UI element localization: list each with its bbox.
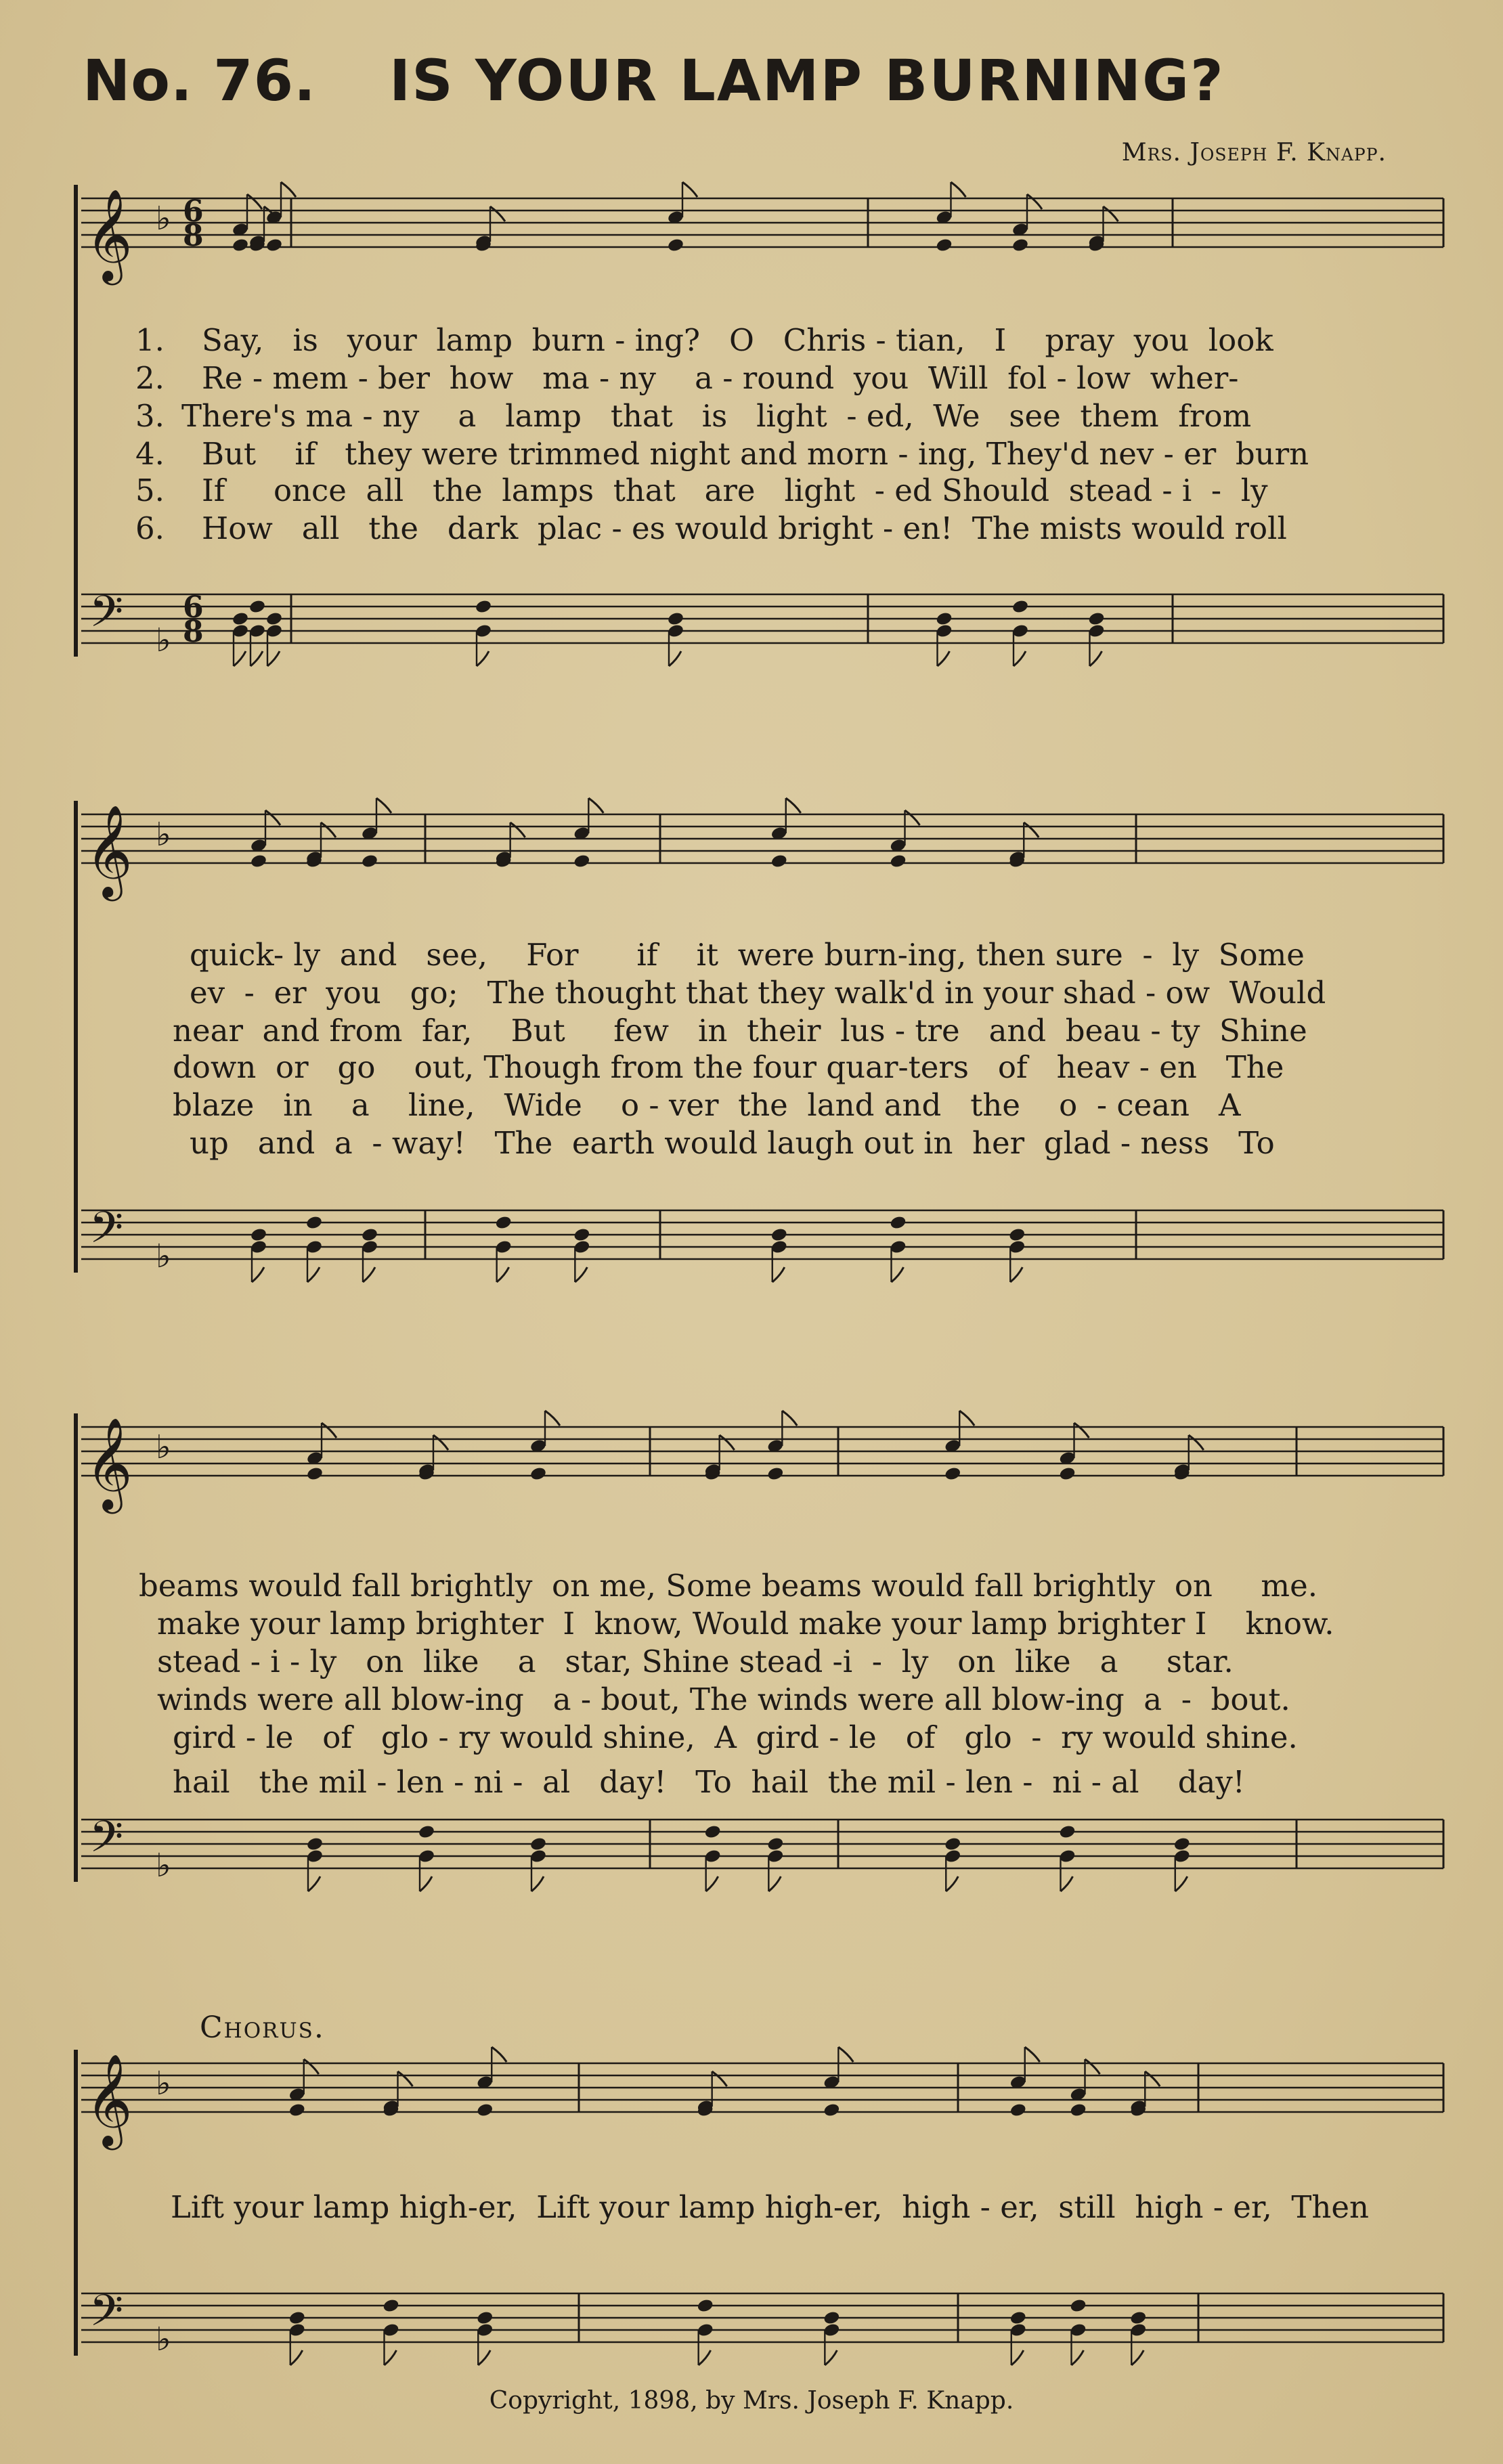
note-head: [944, 1466, 961, 1482]
note-flag: [477, 651, 489, 666]
note-flag: [1010, 1267, 1022, 1282]
note-flag: [252, 1267, 264, 1282]
note-flag: [234, 651, 246, 666]
note-flag: [290, 2350, 303, 2365]
note-flag: [838, 2047, 853, 2062]
note-flag: [825, 2350, 837, 2365]
note-flag: [699, 2350, 711, 2365]
note-head: [476, 2103, 494, 2118]
note-head: [1011, 599, 1029, 615]
verse-number: 1.: [135, 322, 165, 358]
bass-clef-icon: 𝄢: [89, 587, 124, 648]
note-flag: [321, 822, 336, 837]
note-flag: [247, 194, 262, 209]
lyric-line: near and from far, But few in their lus - tre and beau - ty Shine: [173, 1013, 1307, 1049]
lyric-line: blaze in a line, Wide o - ver the land and the o - cean A: [173, 1087, 1241, 1123]
note-head: [697, 2298, 714, 2314]
note-head: [667, 238, 684, 253]
note-head: [529, 1466, 547, 1482]
note-flag: [492, 2047, 506, 2062]
note-flag: [892, 1267, 904, 1282]
author-credit: Mrs. Joseph F. Knapp.: [1121, 139, 1387, 167]
note-flag: [420, 1876, 432, 1891]
note-head: [889, 854, 907, 869]
note-head: [265, 238, 283, 253]
note-flag: [363, 1267, 375, 1282]
verse-number: 3.: [135, 398, 165, 434]
lyric-line: beams would fall brightly on me, Some beams would fall brightly on me.: [139, 1568, 1318, 1604]
note-head: [306, 1836, 324, 1852]
note-flag: [786, 798, 801, 813]
note-flag: [308, 1876, 320, 1891]
verse-number: 5.: [135, 472, 165, 508]
verse-number: 2.: [135, 360, 165, 396]
note-head: [476, 2310, 494, 2326]
note-head: [770, 854, 788, 869]
note-head: [250, 1227, 267, 1243]
note-flag: [1061, 1876, 1073, 1891]
lyric-line: ev - er you go; The thought that they walk'd in your shad - ow Would: [190, 975, 1326, 1011]
note-flag: [1024, 822, 1039, 837]
note-head: [265, 611, 283, 627]
note-head: [1009, 2103, 1027, 2118]
note-head: [935, 611, 953, 627]
note-flag: [905, 810, 920, 825]
verse-line: How all the dark plac - es would bright - en! The mists would roll: [202, 510, 1287, 546]
bass-clef-icon: 𝄢: [89, 1812, 124, 1873]
note-flag: [1085, 2059, 1100, 2074]
note-head: [495, 1215, 513, 1231]
note-head: [288, 2310, 306, 2326]
verse-line: Say, is your lamp burn - ing? O Chris - tian, I pray you look: [202, 322, 1273, 358]
note-head: [382, 2298, 399, 2314]
note-flag: [946, 1876, 958, 1891]
note-head: [418, 1824, 435, 1840]
note-flag: [510, 822, 525, 837]
verse-number: 4.: [135, 436, 165, 472]
note-flag: [376, 798, 391, 813]
flat-icon: ♭: [156, 2065, 171, 2103]
note-head: [766, 1466, 784, 1482]
time-signature-digit: 8: [183, 219, 204, 253]
note-head: [573, 1227, 590, 1243]
note-flag: [1011, 2350, 1024, 2365]
note-head: [823, 2103, 840, 2118]
note-flag: [265, 810, 280, 825]
flat-icon: ♭: [156, 2320, 171, 2358]
note-flag: [938, 651, 950, 666]
note-flag: [588, 798, 603, 813]
note-flag: [1175, 1876, 1188, 1891]
treble-clef-icon: 𝄞: [85, 1416, 133, 1510]
treble-clef-icon: 𝄞: [85, 188, 133, 281]
note-flag: [433, 1435, 448, 1450]
verse-line: There's ma - ny a lamp that is light - ed, We see them from: [181, 398, 1252, 434]
note-flag: [1025, 2047, 1040, 2062]
lyric-line: make your lamp brighter I know, Would make your lamp brighter I know.: [157, 1606, 1334, 1642]
flat-icon: ♭: [156, 621, 171, 659]
note-flag: [706, 1876, 718, 1891]
note-flag: [531, 1876, 544, 1891]
note-flag: [682, 182, 697, 197]
lyric-line: hail the mil - len - ni - al day! To hail the mil - len - ni - al day!: [173, 1764, 1245, 1800]
time-signature-digit: 6: [183, 194, 204, 229]
note-flag: [497, 1267, 509, 1282]
note-flag: [250, 651, 263, 666]
note-flag: [385, 2350, 397, 2365]
note-flag: [1027, 194, 1042, 209]
verse-line: If once all the lamps that are light - ed Should stead - i - ly: [202, 472, 1268, 508]
verse-number: 6.: [135, 510, 165, 546]
note-flag: [322, 1423, 336, 1438]
note-head: [889, 1215, 907, 1231]
note-head: [1069, 2103, 1087, 2118]
bass-clef-icon: 𝄢: [89, 1203, 124, 1264]
note-head: [232, 611, 249, 627]
note-head: [944, 1836, 961, 1852]
note-head: [361, 854, 378, 869]
copyright-notice: Copyright, 1898, by Mrs. Joseph F. Knapp.: [489, 2387, 1014, 2415]
note-flag: [267, 651, 280, 666]
note-flag: [478, 2350, 490, 2365]
note-flag: [712, 2071, 727, 2086]
note-flag: [772, 1267, 785, 1282]
note-flag: [959, 1411, 974, 1426]
time-signature-digit: 6: [183, 590, 204, 625]
hymn-title: IS YOUR LAMP BURNING?: [389, 47, 1225, 114]
note-flag: [490, 206, 505, 221]
bass-clef-icon: 𝄢: [89, 2286, 124, 2347]
hymn-number: No. 76.: [83, 47, 316, 114]
lyric-line: winds were all blow-ing a - bout, The winds were all blow-ing a - bout.: [157, 1681, 1290, 1717]
flat-icon: ♭: [156, 816, 171, 854]
flat-icon: ♭: [156, 1847, 171, 1885]
note-head: [1087, 611, 1105, 627]
note-head: [361, 1227, 378, 1243]
verse-line: But if they were trimmed night and morn - ing, They'd nev - er burn: [202, 436, 1309, 472]
note-flag: [575, 1267, 587, 1282]
note-head: [1129, 2310, 1147, 2326]
time-signature-digit: 8: [183, 615, 204, 649]
note-flag: [1090, 651, 1102, 666]
note-head: [823, 2310, 840, 2326]
note-flag: [1074, 1423, 1089, 1438]
lyric-line: stead - i - ly on like a star, Shine stead -i - ly on like a star.: [157, 1644, 1234, 1679]
note-head: [704, 1824, 722, 1840]
note-flag: [1104, 206, 1118, 221]
note-head: [305, 1215, 323, 1231]
note-head: [573, 854, 590, 869]
note-flag: [669, 651, 681, 666]
lyric-line: up and a - way! The earth would laugh out in her glad - ness To: [190, 1125, 1275, 1161]
lyric-line: gird - le of glo - ry would shine, A gird - le of glo - ry would shine.: [173, 1719, 1298, 1755]
note-flag: [1189, 1435, 1204, 1450]
flat-icon: ♭: [156, 1237, 171, 1275]
note-head: [306, 1466, 324, 1482]
note-head: [288, 2103, 306, 2118]
chorus-lyric-line: Lift your lamp high-er, Lift your lamp high-er, high - er, still high - er, Then: [171, 2189, 1369, 2225]
note-head: [250, 854, 267, 869]
note-head: [766, 1836, 784, 1852]
note-head: [1011, 238, 1029, 253]
note-head: [475, 599, 492, 615]
lyric-line: down or go out, Though from the four quar-ters of heav - en The: [173, 1049, 1284, 1085]
note-head: [1008, 1227, 1026, 1243]
note-flag: [951, 182, 966, 197]
note-head: [1069, 2298, 1087, 2314]
note-head: [1173, 1836, 1191, 1852]
treble-clef-icon: 𝄞: [85, 2052, 133, 2146]
verse-line: Re - mem - ber how ma - ny a - round you Will fol - low wher-: [202, 360, 1239, 396]
flat-icon: ♭: [156, 200, 171, 238]
note-flag: [398, 2071, 413, 2086]
note-flag: [782, 1411, 797, 1426]
note-flag: [1145, 2071, 1160, 2086]
note-head: [935, 238, 953, 253]
note-flag: [545, 1411, 560, 1426]
note-flag: [1131, 2350, 1143, 2365]
note-flag: [304, 2059, 319, 2074]
note-flag: [281, 182, 296, 197]
note-flag: [1072, 2350, 1084, 2365]
note-head: [1058, 1466, 1076, 1482]
note-head: [232, 238, 249, 253]
note-head: [1058, 1824, 1076, 1840]
lyric-line: quick- ly and see, For if it were burn-ing, then sure - ly Some: [190, 937, 1305, 973]
treble-clef-icon: 𝄞: [85, 804, 133, 897]
note-head: [770, 1227, 788, 1243]
flat-icon: ♭: [156, 1428, 171, 1466]
note-head: [248, 599, 266, 615]
note-flag: [1014, 651, 1026, 666]
chorus-label: Chorus.: [200, 2010, 325, 2045]
note-head: [667, 611, 684, 627]
note-flag: [768, 1876, 781, 1891]
note-flag: [307, 1267, 320, 1282]
note-flag: [720, 1435, 735, 1450]
note-head: [529, 1836, 547, 1852]
note-head: [1009, 2310, 1027, 2326]
